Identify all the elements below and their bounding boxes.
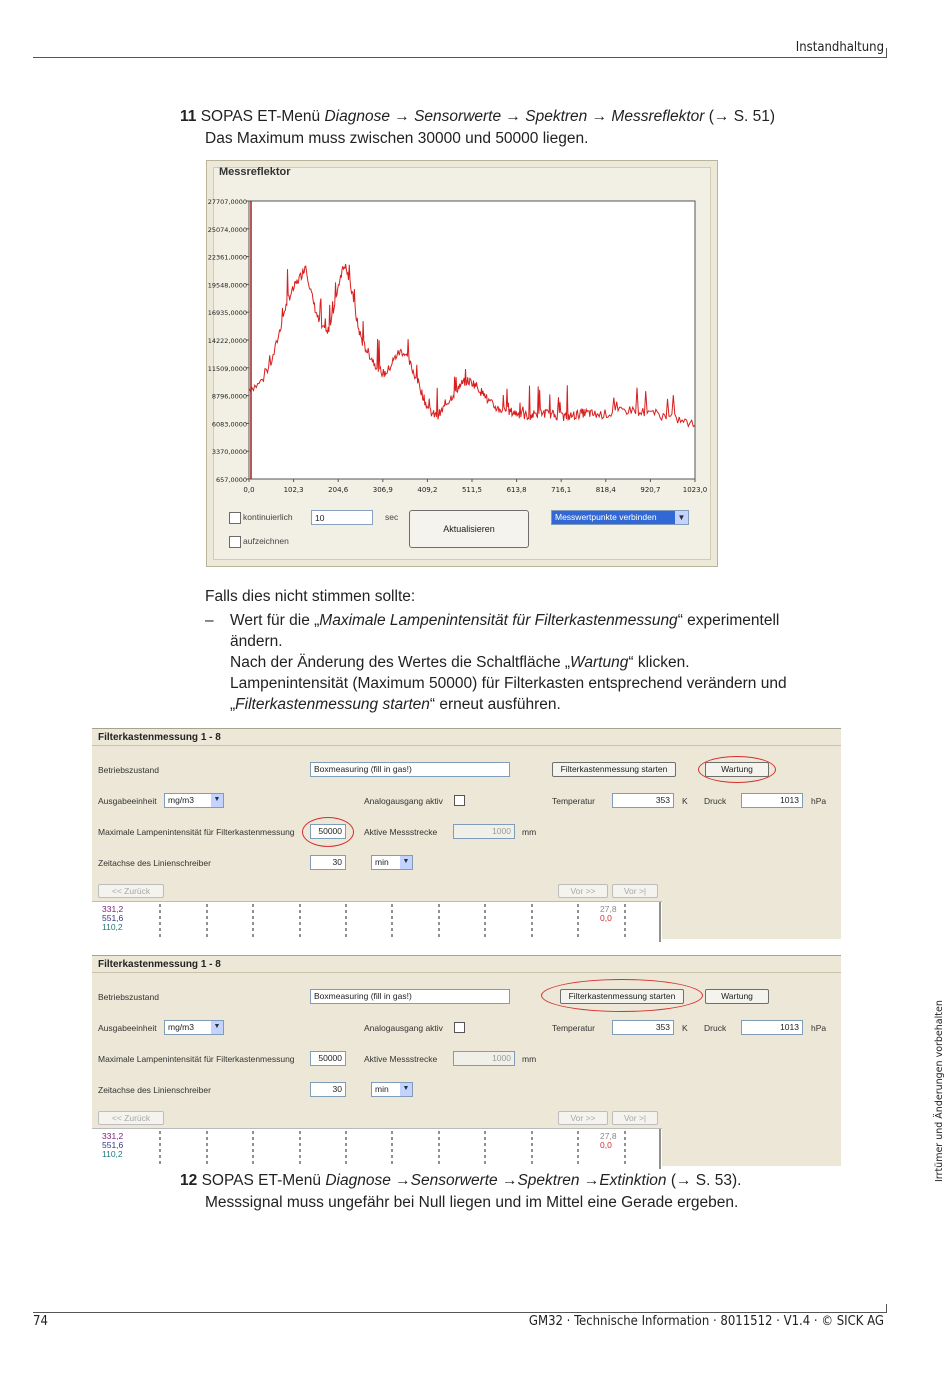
chevron-down-icon: ▼ [400,1083,412,1096]
druck-label: Druck [704,796,727,806]
step-12-line-1: 12 SOPAS ET-Menü Diagnose →Sensorwerte →Spektren →Extinktion (→ S. 53). [180,1172,742,1189]
temp-field[interactable]: 353 [612,1020,674,1035]
betriebszustand-label: Betriebszustand [98,992,159,1002]
zeit-unit-select[interactable]: min ▼ [371,1082,413,1097]
line-recorder [92,1128,662,1169]
header-rule [33,57,887,58]
continuous-checkbox[interactable] [229,512,241,524]
chevron-down-icon: ▼ [211,1021,223,1034]
step-11-line-2: Das Maximum muss zwischen 30000 und 50000 liegen. [205,130,589,147]
analog-checkbox[interactable] [454,795,465,806]
y-tick-label: 657,0000 [215,476,247,484]
ausgabe-label: Ausgabeeinheit [98,796,157,806]
temp-label: Temperatur [552,796,595,806]
step-11-number: 11 [180,108,197,125]
legend-right: 27,8 0,0 [600,1131,617,1150]
analog-checkbox[interactable] [454,1022,465,1033]
lamp-label: Maximale Lampenintensität für Filterkastenmessung [98,827,295,837]
highlight-oval [302,817,354,847]
highlight-oval [698,756,776,783]
filterkasten-panel-start [92,955,841,1166]
x-tick-label: 818,4 [595,486,616,494]
next-button[interactable]: Vor >> [558,1111,608,1125]
analog-label: Analogausgang aktiv [364,1023,443,1033]
y-tick-label: 6083,0000 [211,420,247,429]
panel-title: Filterkastenmessung 1 - 8 [98,732,221,743]
druck-unit: hPa [811,796,827,806]
fallback-line-4: Lampenintensität (Maximum 50000) für Filterkasten entsprechend verändern und [230,675,787,692]
legend-right: 27,8 0,0 [600,904,617,923]
x-tick-label: 306,9 [372,486,393,494]
y-tick-label: 22361,0000 [207,253,247,262]
fallback-dash: – [205,612,214,629]
x-tick-label: 613,8 [506,486,527,494]
panel-title: Filterkastenmessung 1 - 8 [98,959,221,970]
chevron-down-icon: ▼ [211,794,223,807]
fallback-line-1: Wert für die „Maximale Lampenintensität für Filterkastenmessung“ experimentell [230,612,780,629]
mode-select[interactable]: Messwertpunkte verbinden ▼ [551,510,689,525]
x-tick-label: 920,7 [640,486,661,494]
step-11-line-1: 11 SOPAS ET-Menü Diagnose → Sensorwerte → Spektren → Messreflektor (→ S. 51) [180,108,776,125]
x-tick-label: 511,5 [461,486,483,494]
x-tick-label: 1023,0 [682,486,708,494]
lamp-field[interactable]: 50000 [310,1051,346,1066]
temp-unit: K [682,1023,688,1033]
mess-label: Aktive Messstrecke [364,827,438,837]
back-button[interactable]: << Zurück [98,884,164,898]
chevron-down-icon: ▼ [400,856,412,869]
lamp-label: Maximale Lampenintensität für Filterkastenmessung [98,1054,295,1064]
recorder-grid [92,1129,662,1169]
y-tick-label: 3370,0000 [211,448,247,457]
filterkasten-panel-wartung [92,728,841,939]
step-12-number: 12 [180,1172,198,1189]
zeit-field[interactable]: 30 [310,855,346,870]
start-measurement-button[interactable]: Filterkastenmessung starten [552,762,676,777]
temp-label: Temperatur [552,1023,595,1033]
y-tick-label: 11509,0000 [207,364,247,373]
running-header: Instandhaltung [795,40,884,55]
fallback-intro: Falls dies nicht stimmen sollte: [205,588,416,605]
analog-label: Analogausgang aktiv [364,796,443,806]
mess-label: Aktive Messstrecke [364,1054,438,1064]
footer-tick [886,1304,887,1313]
update-button[interactable]: Aktualisieren [409,510,529,548]
mess-field: 1000 [453,1051,515,1066]
plot-area [249,201,695,479]
spectrum-chart [207,179,715,524]
window-title: Messreflektor [219,166,291,178]
last-button[interactable]: Vor >| [612,1111,658,1125]
footer-doc-info: GM32 · Technische Information · 8011512 · V1.4 · © SICK AG [528,1314,884,1329]
x-tick-label: 409,2 [417,486,438,494]
record-checkbox[interactable] [229,536,241,548]
interval-input[interactable]: 10 [311,510,373,525]
mess-unit: mm [522,1054,537,1064]
fallback-line-5: „Filterkastenmessung starten“ erneut ausführen. [230,696,561,713]
y-tick-label: 19548,0000 [207,281,247,290]
ausgabe-label: Ausgabeeinheit [98,1023,157,1033]
zeit-unit-select[interactable]: min ▼ [371,855,413,870]
y-tick-label: 16935,0000 [207,309,247,318]
legend-left: 331,2 551,6 110,2 [102,1131,124,1159]
mess-field: 1000 [453,824,515,839]
wartung-button[interactable]: Wartung [705,989,769,1004]
start-measurement-button[interactable]: Filterkastenmessung starten [560,989,684,1004]
x-tick-label: 204,6 [328,486,349,494]
x-tick-label: 0,0 [243,486,255,494]
back-button[interactable]: << Zurück [98,1111,164,1125]
wartung-button[interactable]: Wartung [705,762,769,777]
druck-label: Druck [704,1023,727,1033]
next-button[interactable]: Vor >> [558,884,608,898]
lamp-field[interactable]: 50000 [310,824,346,839]
betriebszustand-field: Boxmeasuring (fill in gas!) [310,762,510,777]
druck-unit: hPa [811,1023,827,1033]
fallback-line-2: ändern. [230,633,283,650]
ausgabe-select[interactable]: mg/m3 ▼ [164,793,224,808]
messreflektor-window [206,160,718,567]
x-tick-label: 716,1 [551,486,572,494]
y-tick-label: 27707,0000 [207,198,247,206]
temp-field[interactable]: 353 [612,793,674,808]
side-note: Irrtümer und Änderungen vorbehalten [934,1000,945,1182]
zeit-label: Zeitachse des Linienschreiber [98,858,211,868]
x-tick-label: 102,3 [283,486,304,494]
record-label: aufzeichnen [243,536,289,546]
mess-unit: mm [522,827,537,837]
zeit-label: Zeitachse des Linienschreiber [98,1085,211,1095]
chevron-down-icon: ▼ [675,511,688,524]
page-number: 74 [33,1314,48,1329]
line-recorder [92,901,662,942]
footer-rule [33,1312,887,1313]
last-button[interactable]: Vor >| [612,884,658,898]
y-tick-label: 8796,0000 [211,392,247,401]
interval-unit: sec [385,512,399,522]
betriebszustand-field: Boxmeasuring (fill in gas!) [310,989,510,1004]
temp-unit: K [682,796,688,806]
fallback-line-3: Nach der Änderung des Wertes die Schaltfläche „Wartung“ klicken. [230,654,690,671]
ausgabe-select[interactable]: mg/m3 ▼ [164,1020,224,1035]
y-tick-label: 14222,0000 [207,337,247,345]
step-12-line-2: Messsignal muss ungefähr bei Null liegen und im Mittel eine Gerade ergeben. [205,1194,739,1211]
recorder-grid [92,902,662,942]
betriebszustand-label: Betriebszustand [98,765,159,775]
header-tick [886,48,887,58]
continuous-label: kontinuierlich [243,512,293,522]
highlight-oval [541,979,703,1012]
legend-left: 331,2 551,6 110,2 [102,904,124,932]
druck-field[interactable]: 1013 [741,793,803,808]
druck-field[interactable]: 1013 [741,1020,803,1035]
zeit-field[interactable]: 30 [310,1082,346,1097]
page-ref: (→ S. 53). [670,1172,742,1189]
y-tick-label: 25074,0000 [207,225,247,234]
page-ref: (→ S. 51) [708,108,776,125]
